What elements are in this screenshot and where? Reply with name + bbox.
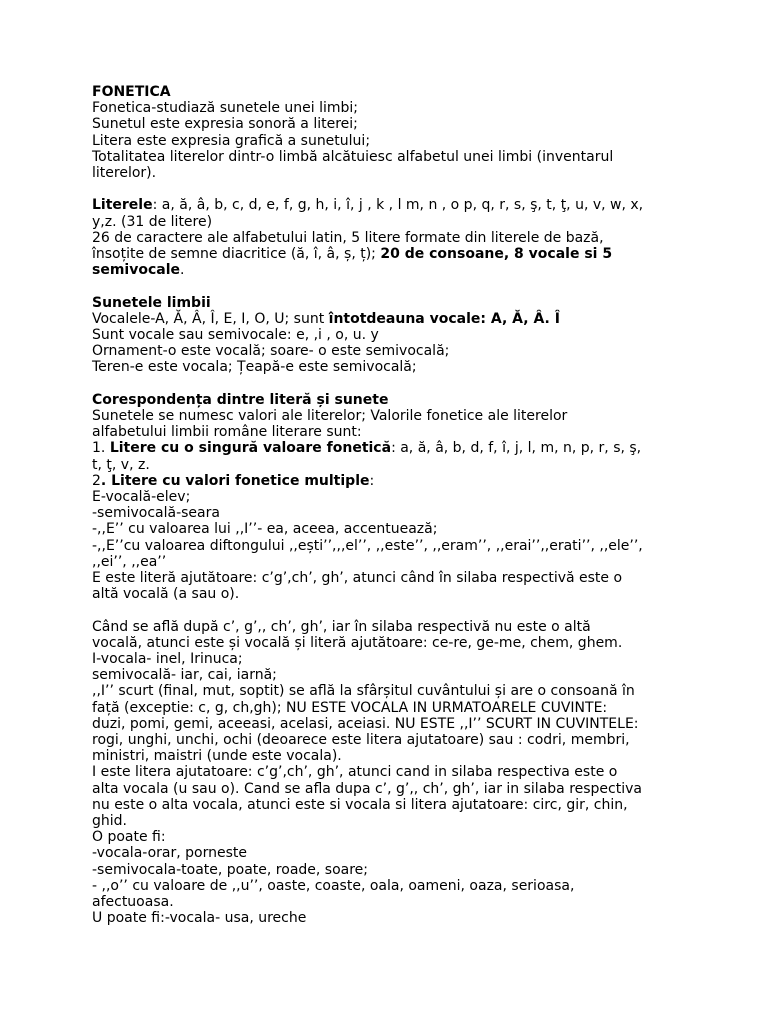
document-page [92,84,692,927]
body-line: ghid. [92,813,127,830]
body-line: -,,E’’cu valoarea diftongului ,,ești’’,,,el’’, ,,este’’, ,,eram’’, ,,erai’’,,erati’’, ,,ele’’, [92,537,643,554]
section-heading-correspondence: Corespondența dintre literă și sunete [92,391,389,408]
body-line: ministri, maistri (unde este vocala). [92,748,342,765]
list-item-multiple-values: 2. Litere cu valori fonetice multiple: [92,472,375,489]
intro-line: Totalitatea literelor dintr-o limbă alcătuiesc alfabetul unei limbi (inventarul [92,148,614,165]
example-line: Ornament-o este vocală; soare- o este semivocală; [92,343,450,360]
body-line: -,,E’’ cu valoarea lui ,,I’’- ea, aceea, accentuează; [92,521,438,538]
letters-list-line: Literele: a, ă, â, b, c, d, e, f, g, h, i, î, j , k , l m, n , o p, q, r, s, ş, t, ţ, u, v, w, x, [92,197,644,214]
list-item-single-value: 1. Litere cu o singură valoare fonetică: a, ă, â, b, d, f, î, j, l, m, n, p, r, s, ş, [92,440,642,457]
semivowels-line: Sunt vocale sau semivocale: e, ,i , o, u. y [92,327,379,344]
paragraph-gap [92,602,692,618]
body-line: alta vocala (u sau o). Cand se afla dupa c’, g’,, ch’, gh’, iar in silaba respectiva [92,780,642,797]
body-line: O poate fi: [92,829,166,846]
body-line: rogi, unghi, unchi, ochi (deoarece este litera ajutatoare) sau : codri, membri, [92,732,630,749]
body-line: t, ţ, v, z. [92,456,150,473]
body-line: E este literă ajutătoare: c’g’,ch’, gh’, atunci când în silaba respectivă este o [92,570,623,587]
example-line: Teren-e este vocala; Țeapă-e este semivocală; [92,359,417,376]
body-line: nu este o alta vocala, atunci este si vocala si litera ajutatoare: circ, gir, chin, [92,796,628,813]
body-line: afectuoasa. [92,894,174,911]
body-line: față (exceptie: c, g, ch,gh); NU ESTE VOCALA IN URMATOARELE CUVINTE: [92,699,608,716]
body-line: I-vocala- inel, Irinuca; [92,651,243,668]
paragraph-gap [92,181,692,197]
body-line: -vocala-orar, porneste [92,845,247,862]
body-line: Când se află după c’, g’,, ch’, gh’, iar în silaba respectivă nu este o altă [92,618,591,635]
body-line: Sunetele se numesc valori ale literelor; Valorile fonetice ale literelor [92,408,568,425]
body-line: altă vocală (a sau o). [92,586,240,603]
body-line: vocală, atunci este și vocală și literă ajutătoare: ce-re, ge-me, chem, ghem. [92,634,623,651]
intro-line: Sunetul este expresia sonoră a literei; [92,116,358,133]
letters-desc-line: 26 de caractere ale alfabetului latin, 5 litere formate din literele de bază, [92,229,604,246]
letters-label: Literele [92,197,153,214]
intro-line: Fonetica-studiază sunetele unei limbi; [92,100,359,117]
body-line: -semivocală-seara [92,505,220,522]
letters-desc-line: însoțite de semne diacritice (ă, î, â, ș, ț); 20 de consoane, 8 vocale si 5 [92,246,613,263]
body-line: duzi, pomi, gemi, aceeasi, acelasi, aceiasi. NU ESTE ,,I’’ SCURT IN CUVINTELE: [92,715,639,732]
body-line: I este litera ajutatoare: c’g’,ch’, gh’, atunci cand in silaba respectiva este o [92,764,618,781]
body-line: alfabetului limbii române literare sunt: [92,424,362,441]
letters-desc-line: semivocale. [92,262,185,279]
body-line: U poate fi:-vocala- usa, ureche [92,910,307,927]
body-line: semivocală- iar, cai, iarnă; [92,667,277,684]
body-line: ,,ei’’, ,,ea’’ [92,553,167,570]
section-heading-sounds: Sunetele limbii [92,294,211,311]
paragraph-gap [92,376,692,392]
body-line: ,,I’’ scurt (final, mut, soptit) se află la sfârșitul cuvântului și are o consoană în [92,683,635,700]
intro-line: Litera este expresia grafică a sunetului; [92,132,371,149]
paragraph-gap [92,278,692,294]
body-line: -semivocala-toate, poate, roade, soare; [92,861,369,878]
letters-list-line: y,z. (31 de litere) [92,213,213,230]
body-line: E-vocală-elev; [92,489,191,506]
title-fonetica: FONETICA [92,84,171,100]
body-line: - ,,o’’ cu valoare de ,,u’’, oaste, coaste, oala, oameni, oaza, serioasa, [92,877,575,894]
vowels-line: Vocalele-A, Ă, Â, Î, E, I, O, U; sunt întotdeauna vocale: A, Ă, Â. Î [92,310,560,327]
intro-line: literelor). [92,165,157,182]
